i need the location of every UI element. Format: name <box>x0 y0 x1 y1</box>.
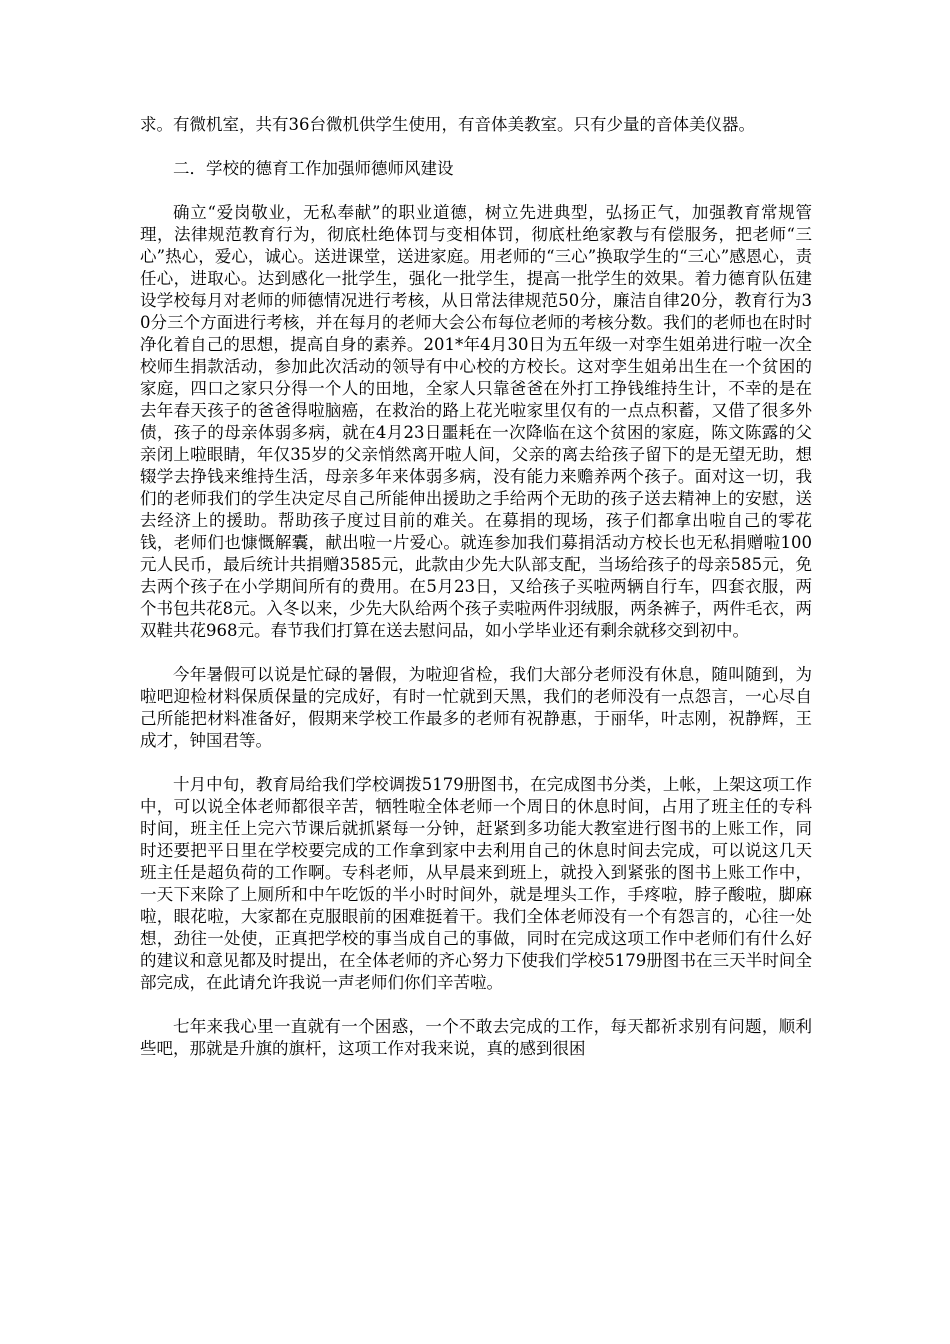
paragraph-moral-education: 确立“爱岗敬业，无私奉献”的职业道德，树立先进典型，弘扬正气，加强教育常规管理，法律规范教育行为，彻底杜绝体罚与变相体罚，彻底杜绝家教与有偿服务，把老师“三心”热心，爱心，诚心。送进课堂，送进家庭。用老师的“三心”换取学生的“三心”感恩心，责任心，进取心。达到感化一批学生，强化一批学生，提高一批学生的效果。着力德育队伍建设学校每月对老师的师德情况进行考核，从日常法律规范50分，廉洁自律20分，教育行为30分三个方面进行考核，并在每月的老师大会公布每位老师的考核分数。我们的老师也在时时净化着自己的思想，提高自身的素养。201*年4月30日为五年级一对孪生姐弟进行啦一次全校师生捐款活动，参加此次活动的领导有中心校的方校长。这对孪生姐弟出生在一个贫困的家庭，四口之家只分得一个人的田地，全家人只靠爸爸在外打工挣钱维持生计，不幸的是在去年春天孩子的爸爸得啦脑癌，在救治的路上花光啦家里仅有的一点点积蓄，又借了很多外债，孩子的母亲体弱多病，就在4月23日噩耗在一次降临在这个贫困的家庭，陈文陈露的父亲闭上啦眼睛，年仅35岁的父亲悄然离开啦人间，父亲的离去给孩子留下的是无望无助，想辍学去挣钱来维持生活，母亲多年来体弱多病，没有能力来赡养两个孩子。面对这一切，我们的老师我们的学生决定尽自己所能伸出援助之手给两个无助的孩子送去精神上的安慰，送去经济上的援助。帮助孩子度过目前的难关。在募捐的现场，孩子们都拿出啦自己的零花钱，老师们也慷慨解囊，献出啦一片爱心。就连参加我们募捐活动方校长也无私捐赠啦100元人民币，最后统计共捐赠3585元，此款由少先大队部支配，当场给孩子的母亲585元，免去两个孩子在小学期间所有的费用。在5月23日，又给孩子买啦两辆自行车，四套衣服，两个书包共花8元。入冬以来，少先大队给两个孩子卖啦两件羽绒服，两条裤子，两件毛衣，两双鞋共花968元。春节我们打算在送去慰问品，如小学毕业还有剩余就移交到初中。 <box>140 203 812 640</box>
paragraph-library-books: 十月中旬，教育局给我们学校调拨5179册图书，在完成图书分类，上帐，上架这项工作中，可以说全体老师都很辛苦，牺牲啦全体老师一个周日的休息时间，占用了班主任的专科时间，班主任上完六节课后就抓紧每一分钟，赶紧到多功能大教室进行图书的上账工作，同时还要把平日里在学校要完成的工作拿到家中去利用自己的休息时间去完成，可以说这几天班主任是超负荷的工作啊。专科老师，从早晨来到班上，就投入到紧张的图书上账工作中，一天下来除了上厕所和中午吃饭的半小时时间外，就是埋头工作，手疼啦，脖子酸啦，脚麻啦，眼花啦，大家都在克服眼前的困难挺着干。我们全体老师没有一个有怨言的，心往一处想，劲往一处使，正真把学校的事当成自己的事做，同时在完成这项工作中老师们有什么好的建议和意见都及时提出，在全体老师的齐心努力下使我们学校5179册图书在三天半时间全部完成，在此请允许我说一声老师们你们辛苦啦。 <box>140 775 812 992</box>
document-page <box>140 114 812 1060</box>
paragraph-flagpole: 七年来我心里一直就有一个困惑，一个不敢去完成的工作，每天都祈求别有问题，顺利些吧，那就是升旗的旗杆，这项工作对我来说，真的感到很困 <box>140 1017 812 1058</box>
paragraph-facilities: 求。有微机室，共有36台微机供学生使用，有音体美教室。只有少量的音体美仪器。 <box>140 115 755 134</box>
paragraph-summer-vacation: 今年暑假可以说是忙碌的暑假，为啦迎省检，我们大部分老师没有休息，随叫随到，为啦吧迎检材料保质保量的完成好，有时一忙就到天黑，我们的老师没有一点怨言，一心尽自己所能把材料准备好，假期来学校工作最多的老师有祝静惠，于丽华，叶志刚，祝静辉，王成才，钟国君等。 <box>140 665 812 750</box>
section-heading: 二．学校的德育工作加强师德师风建设 <box>173 159 454 178</box>
